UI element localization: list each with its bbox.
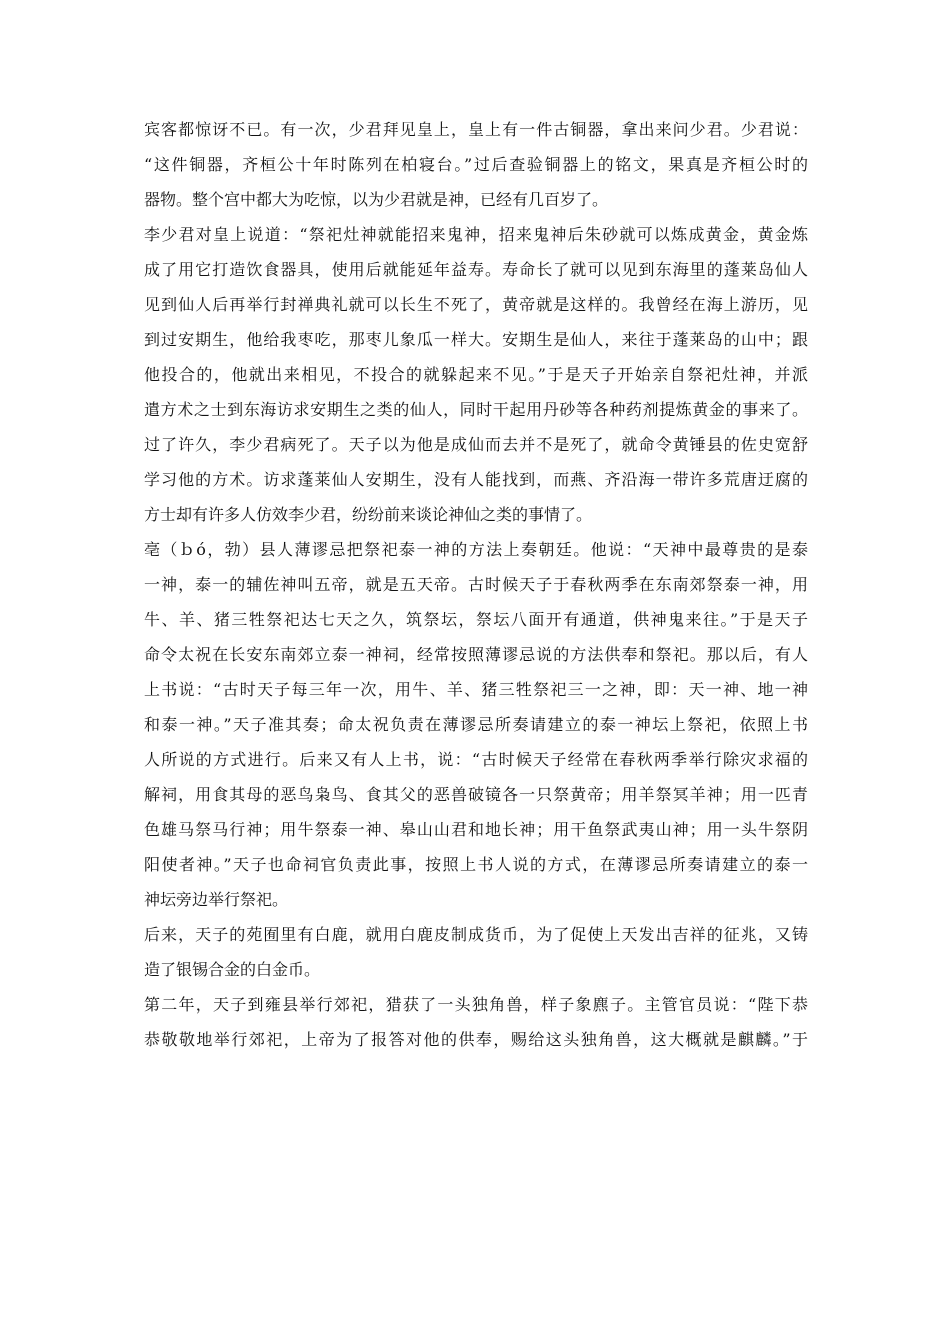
text-line: 方士却有许多人仿效李少君，纷纷前来谈论神仙之类的事情了。 xyxy=(144,505,593,524)
paragraph-4 xyxy=(144,917,808,987)
paragraph-3 xyxy=(144,532,808,917)
text-line: 阳使者神。”天子也命祠官负责此事，按照上书人说的方式，在薄谬忌所奏请建立的泰一 xyxy=(144,855,808,874)
text-line: 亳（ｂó，勃）县人薄谬忌把祭祀泰一神的方法上奏朝廷。他说：“天神中最尊贵的是泰 xyxy=(144,540,808,559)
text-line: 遣方术之士到东海访求安期生之类的仙人，同时干起用丹砂等各种药剂提炼黄金的事来了。 xyxy=(144,400,808,419)
text-line: 和泰一神。”天子准其奏；命太祝负责在薄谬忌所奏请建立的泰一神坛上祭祀，依照上书 xyxy=(144,715,808,734)
text-line: 到过安期生，他给我枣吃，那枣儿象瓜一样大。安期生是仙人，来往于蓬莱岛的山中；跟 xyxy=(144,330,808,349)
text-line: 解祠，用食其母的恶鸟枭鸟、食其父的恶兽破镜各一只祭黄帝；用羊祭冥羊神；用一匹青 xyxy=(144,785,808,804)
text-line: 后来，天子的苑囿里有白鹿，就用白鹿皮制成货币，为了促使上天发出吉祥的征兆，又铸 xyxy=(144,925,808,944)
paragraph-5 xyxy=(144,987,808,1057)
text-line: 命令太祝在长安东南郊立泰一神祠，经常按照薄谬忌说的方法供奉和祭祀。那以后，有人 xyxy=(144,645,808,664)
text-line: 上书说：“古时天子每三年一次，用牛、羊、猪三牲祭祀三一之神，即：天一神、地一神 xyxy=(144,680,808,699)
text-line: 宾客都惊讶不已。有一次，少君拜见皇上，皇上有一件古铜器，拿出来问少君。少君说： xyxy=(144,120,808,139)
text-line: 神坛旁边举行祭祀。 xyxy=(144,890,289,909)
text-line: 色雄马祭马行神；用牛祭泰一神、皋山山君和地长神；用干鱼祭武夷山神；用一头牛祭阴 xyxy=(144,820,808,839)
text-line: 学习他的方术。访求蓬莱仙人安期生，没有人能找到，而燕、齐沿海一带许多荒唐迂腐的 xyxy=(144,470,808,489)
text-line: 他投合的，他就出来相见，不投合的就躲起来不见。”于是天子开始亲自祭祀灶神，并派 xyxy=(144,365,808,384)
text-line: 见到仙人后再举行封禅典礼就可以长生不死了，黄帝就是这样的。我曾经在海上游历，见 xyxy=(144,295,808,314)
body-text xyxy=(144,112,808,1057)
text-line: 牛、羊、猪三牲祭祀达七天之久，筑祭坛，祭坛八面开有通道，供神鬼来往。”于是天子 xyxy=(144,610,808,629)
text-line: 第二年，天子到雍县举行郊祀，猎获了一头独角兽，样子象麃子。主管官员说：“陛下恭 xyxy=(144,995,808,1014)
text-line: 恭敬敬地举行郊祀，上帝为了报答对他的供奉，赐给这头独角兽，这大概就是麒麟。”于 xyxy=(144,1030,808,1049)
text-line: 一神，泰一的辅佐神叫五帝，就是五天帝。古时候天子于春秋两季在东南郊祭泰一神，用 xyxy=(144,575,808,594)
text-line: “这件铜器，齐桓公十年时陈列在柏寝台。”过后查验铜器上的铭文，果真是齐桓公时的 xyxy=(144,155,808,174)
text-line: 人所说的方式进行。后来又有人上书，说：“古时候天子经常在春秋两季举行除灾求福的 xyxy=(144,750,808,769)
text-line: 成了用它打造饮食器具，使用后就能延年益寿。寿命长了就可以见到东海里的蓬莱岛仙人 xyxy=(144,260,808,279)
text-line: 器物。整个宫中都大为吃惊，以为少君就是神，已经有几百岁了。 xyxy=(144,190,609,209)
paragraph-1 xyxy=(144,112,808,217)
text-line: 李少君对皇上说道：“祭祀灶神就能招来鬼神，招来鬼神后朱砂就可以炼成黄金，黄金炼 xyxy=(144,225,808,244)
text-line: 过了许久，李少君病死了。天子以为他是成仙而去并不是死了，就命令黄锤县的佐史宽舒 xyxy=(144,435,808,454)
paragraph-2 xyxy=(144,217,808,532)
text-line: 造了银锡合金的白金币。 xyxy=(144,960,321,979)
